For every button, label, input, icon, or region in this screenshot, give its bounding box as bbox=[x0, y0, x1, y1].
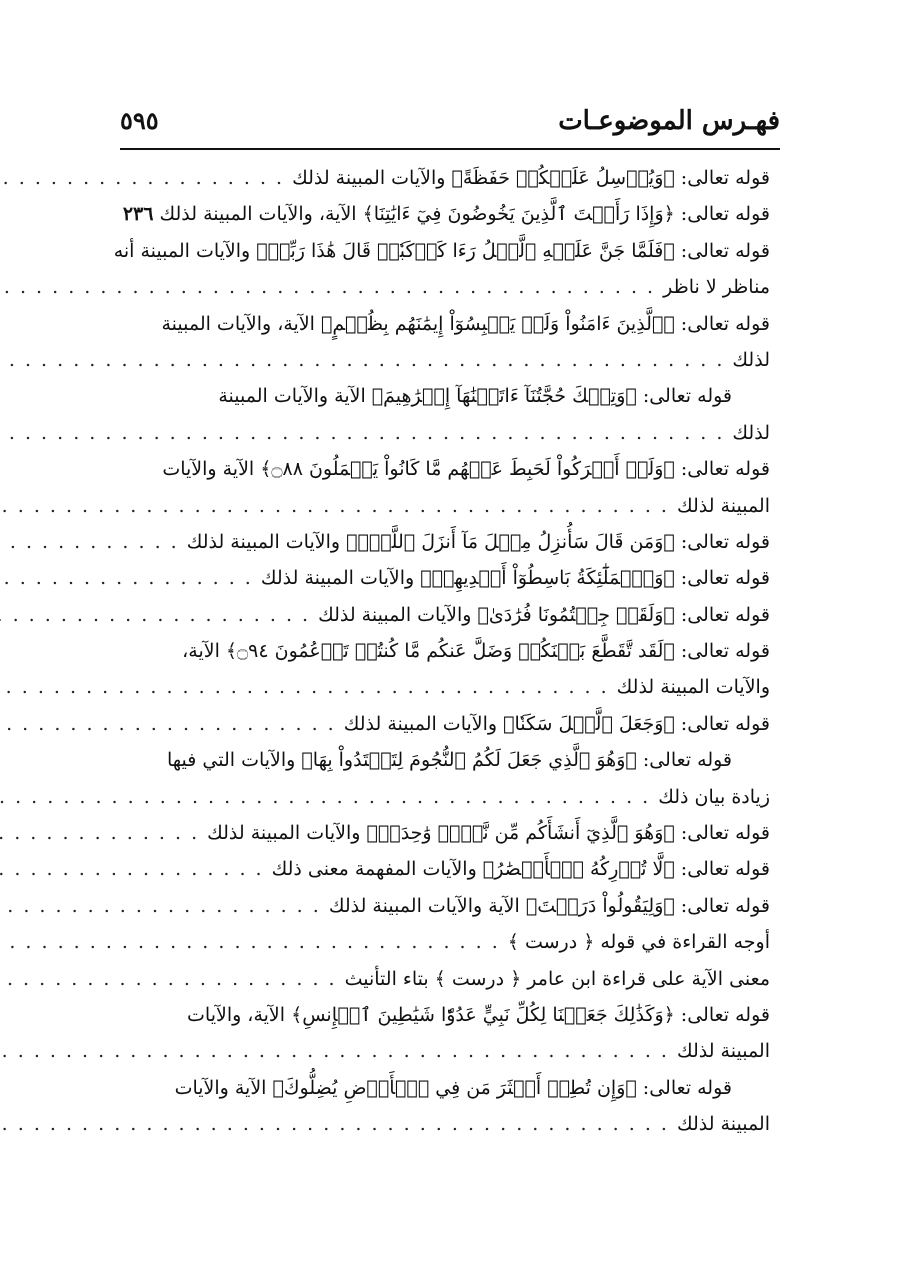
dot-leader bbox=[0, 961, 345, 997]
dot-leader bbox=[0, 524, 187, 560]
entry-text: قوله تعالى: ﴿وَهُوَ ٱلَّذِيٓ أَنشَأَكُم مِّن نَّفۡسٖ وَٰحِدَةٖ﴾ والآيات المبينة لذلك bbox=[207, 822, 770, 845]
index-entry-line bbox=[136, 1106, 770, 1142]
entry-text: قوله تعالى: ﴿وَتِلۡكَ حُجَّتُنَآ ءَاتَيۡنَٰهَآ إِبۡرَٰهِيمَ﴾ الآية والآيات المبينة bbox=[218, 385, 732, 408]
dot-leader bbox=[0, 597, 318, 633]
header-rule bbox=[120, 148, 780, 150]
index-entry-line bbox=[136, 306, 770, 342]
entry-text: قوله تعالى: ﴿وَلَوۡ أَشۡرَكُواْ لَحَبِطَ عَنۡهُم مَّا كَانُواْ يَعۡمَلُونَ ۝٨٨﴾ الآية والآيات bbox=[162, 458, 770, 481]
index-entry-line bbox=[136, 924, 770, 960]
dot-leader bbox=[0, 779, 658, 815]
entry-text: والآيات المبينة لذلك bbox=[616, 676, 770, 699]
entry-text: أوجه القراءة في قوله ﴿ درست ﴾ bbox=[507, 931, 770, 954]
index-entry-line bbox=[136, 560, 770, 596]
index-entry-line bbox=[136, 1033, 770, 1069]
index-entry-line bbox=[136, 451, 770, 487]
index-entry-line bbox=[122, 196, 770, 232]
dot-leader bbox=[0, 1106, 677, 1142]
dot-leader bbox=[0, 342, 732, 378]
index-entry-line bbox=[136, 706, 770, 742]
index-entry-line bbox=[136, 342, 770, 378]
index-entry-line bbox=[136, 779, 770, 815]
entry-text: قوله تعالى: ﴿وَلَقَدۡ جِئۡتُمُونَا فُرَٰدَىٰ﴾ والآيات المبينة لذلك bbox=[318, 603, 770, 626]
entry-text: قوله تعالى: ﴿وَٱلۡمَلَٰٓئِكَةُ بَاسِطُوٓاْ أَيۡدِيهِمۡ﴾ والآيات المبينة لذلك bbox=[260, 567, 770, 590]
dot-leader bbox=[0, 706, 344, 742]
entry-text: لذلك bbox=[732, 348, 770, 371]
dot-leader bbox=[0, 415, 732, 451]
entry-text: قوله تعالى: ﴿ٱلَّذِينَ ءَامَنُواْ وَلَمۡ يَلۡبِسُوٓاْ إِيمَٰنَهُم بِظُلۡمٍ﴾ الآية، والآيات المبينة bbox=[161, 312, 770, 335]
index-entry-line bbox=[136, 597, 770, 633]
entry-text: قوله تعالى: ﴿وَيُرۡسِلُ عَلَيۡكُمۡ حَفَظَةً﴾ والآيات المبينة لذلك bbox=[292, 167, 770, 189]
entry-text: قوله تعالى: ﴿وَإِن تُطِعۡ أَكۡثَرَ مَن فِي ٱلۡأَرۡضِ يُضِلُّوكَ﴾ الآية والآيات bbox=[174, 1076, 732, 1099]
index-entry-line bbox=[136, 269, 770, 305]
index-entry-line bbox=[136, 888, 770, 924]
dot-leader bbox=[0, 488, 677, 524]
index-entry-line bbox=[136, 160, 770, 196]
entry-page-number: ٢٣٦ bbox=[122, 203, 154, 226]
index-entry-line bbox=[136, 633, 770, 669]
index-entry-line bbox=[136, 415, 770, 451]
index-entry-line bbox=[136, 524, 770, 560]
index-entry-line bbox=[136, 961, 770, 997]
entry-text: لذلك bbox=[732, 421, 770, 444]
entry-text: قوله تعالى: ﴿لَقَد تَّقَطَّعَ بَيۡنَكُمۡ وَضَلَّ عَنكُم مَّا كُنتُمۡ تَزۡعُمُونَ ۝٩٤﴾ الآية، bbox=[182, 640, 770, 663]
index-entry-line bbox=[136, 669, 770, 705]
entry-text: قوله تعالى: ﴿وَإِذَا رَأَيۡتَ ٱلَّذِينَ يَخُوضُونَ فِيٓ ءَايَٰتِنَا﴾ الآية، والآيات المبينة لذلك bbox=[159, 203, 770, 226]
index-entry-line bbox=[136, 488, 770, 524]
entry-text: معنى الآية على قراءة ابن عامر ﴿ درست ﴾ بتاء التأنيث bbox=[344, 967, 770, 990]
dot-leader bbox=[0, 924, 508, 960]
dot-leader bbox=[0, 160, 292, 196]
dot-leader bbox=[0, 669, 617, 705]
index-entry-line bbox=[136, 815, 770, 851]
dot-leader bbox=[0, 815, 207, 851]
index-entry-line bbox=[113, 233, 770, 269]
page-header bbox=[120, 100, 780, 146]
entry-text: زيادة بيان ذلك bbox=[658, 785, 770, 808]
entry-text: المبينة لذلك bbox=[676, 494, 770, 517]
index-entry-line bbox=[98, 1070, 770, 1106]
index-entry-line bbox=[98, 378, 770, 414]
dot-leader bbox=[0, 1033, 677, 1069]
dot-leader bbox=[0, 269, 663, 305]
entry-text: قوله تعالى: ﴿وَجَعَلَ ٱلَّيۡلَ سَكَنٗا﴾ والآيات المبينة لذلك bbox=[343, 712, 770, 735]
entry-text: قوله تعالى: ﴿وَكَذَٰلِكَ جَعَلۡنَا لِكُلِّ نَبِيٍّ عَدُوّٗا شَيَٰطِينَ ٱلۡإِنسِ﴾ الآية، والآيات bbox=[187, 1003, 770, 1026]
index-entry-line bbox=[136, 997, 770, 1033]
page-title: فهـرس الموضوعـات bbox=[558, 106, 780, 136]
entry-text: قوله تعالى: ﴿وَلِيَقُولُواْ دَرَسۡتَ﴾ الآية والآيات المبينة لذلك bbox=[328, 894, 770, 917]
dot-leader bbox=[0, 560, 261, 596]
entry-text: قوله تعالى: ﴿لَّا تُدۡرِكُهُ ٱلۡأَبۡصَٰرُ﴾ والآيات المفهمة معنى ذلك bbox=[271, 858, 770, 881]
entry-text: المبينة لذلك bbox=[676, 1113, 770, 1136]
index-list bbox=[113, 160, 770, 1143]
entry-text: قوله تعالى: ﴿وَهُوَ ٱلَّذِي جَعَلَ لَكُمُ ٱلنُّجُومَ لِتَهۡتَدُواْ بِهَا﴾ والآيات التي فيها bbox=[167, 749, 732, 772]
dot-leader bbox=[0, 851, 272, 887]
entry-text: المبينة لذلك bbox=[676, 1040, 770, 1063]
index-entry-line bbox=[136, 851, 770, 887]
index-entry-line bbox=[98, 742, 770, 778]
dot-leader bbox=[0, 888, 329, 924]
entry-text: مناظر لا ناظر bbox=[663, 276, 770, 299]
entry-text: قوله تعالى: ﴿فَلَمَّا جَنَّ عَلَيۡهِ ٱلَّيۡلُ رَءَا كَوۡكَبٗاۖ قَالَ هَٰذَا رَبِّيۖ﴾ والآيات المبينة أنه bbox=[113, 239, 770, 262]
entry-text: قوله تعالى: ﴿وَمَن قَالَ سَأُنزِلُ مِثۡلَ مَآ أَنزَلَ ٱللَّهُۗ﴾ والآيات المبينة لذلك bbox=[186, 530, 770, 553]
page-number: ٥٩٥ bbox=[120, 106, 159, 135]
